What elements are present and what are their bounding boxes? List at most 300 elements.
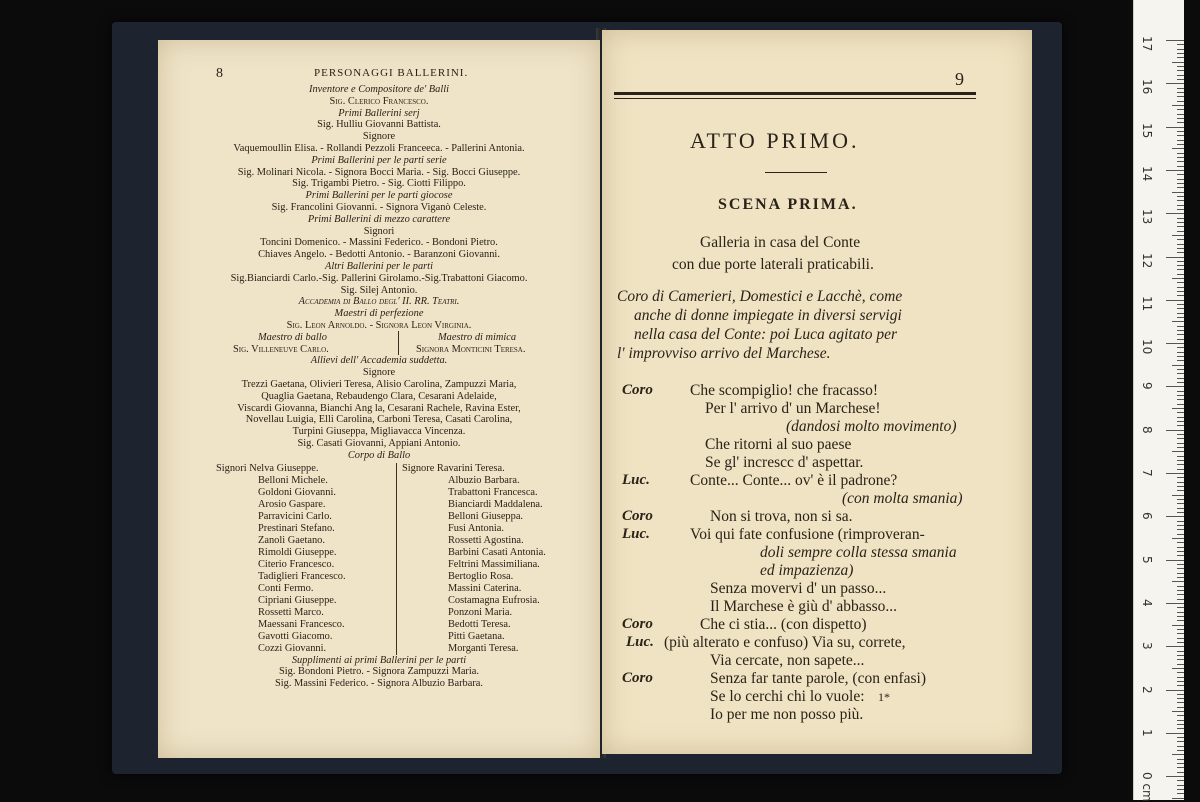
ruler-tick: [1166, 603, 1184, 604]
stage-direction: l' improvviso arrivo del Marchese.: [617, 345, 831, 362]
ruler-tick: [1177, 789, 1184, 790]
ruler-label: 0 cm: [1140, 772, 1154, 802]
ruler-label: 15: [1140, 122, 1154, 138]
ruler-tick: [1177, 421, 1184, 422]
ruler-tick: [1172, 105, 1184, 106]
cast-line: Fusi Antonia.: [448, 522, 505, 534]
cast-line: Ponzoni Maria.: [448, 606, 513, 618]
ruler-label: 10: [1140, 339, 1154, 355]
ruler-tick: [1177, 131, 1184, 132]
ruler-tick: [1177, 317, 1184, 318]
cast-line: Sig. Villeneuve Carlo.: [233, 343, 329, 355]
ruler-tick: [1177, 269, 1184, 270]
cast-line: Belloni Michele.: [258, 474, 328, 486]
ruler-tick: [1172, 581, 1184, 582]
dialogue-line: Per l' arrivo d' un Marchese!: [705, 400, 881, 417]
ruler-label: 3: [1140, 642, 1154, 650]
ruler-tick: [1177, 672, 1184, 673]
ruler-tick: [1172, 711, 1184, 712]
dialogue-line: (con molta smania): [842, 490, 963, 507]
ruler-label: 8: [1140, 425, 1154, 434]
cast-line: Feltrini Massimiliana.: [448, 558, 540, 570]
cast-line: Signori: [363, 225, 395, 237]
ruler-tick: [1177, 404, 1184, 405]
ruler-tick: [1177, 326, 1184, 327]
dialogue-line: (più alterato e confuso) Via su, correte,: [664, 634, 906, 651]
ruler-tick: [1177, 486, 1184, 487]
ruler-tick: [1177, 70, 1184, 71]
ruler-tick: [1177, 265, 1184, 266]
cast-line: Arosio Gaspare.: [258, 498, 326, 510]
ruler-tick: [1166, 646, 1184, 647]
cast-line: Maestri di perfezione: [334, 308, 424, 320]
dialogue-line: ed impazienza): [760, 562, 854, 579]
ruler-tick: [1177, 360, 1184, 361]
cast-line: Toncini Domenico. - Massini Federico. - Bondoni Pietro.: [260, 237, 498, 249]
ruler-tick: [1177, 92, 1184, 93]
cast-line: Accademia di Ballo degl' II. RR. Teatri.: [298, 296, 460, 308]
ruler-tick: [1177, 780, 1184, 781]
stage-direction: Coro di Camerieri, Domestici e Lacchè, come: [617, 288, 903, 305]
ruler-tick: [1177, 187, 1184, 188]
cast-line: Bedotti Teresa.: [448, 618, 511, 630]
cast-line: Primi Ballerini per le parti serie: [311, 154, 447, 166]
ruler-tick: [1177, 205, 1184, 206]
ruler-tick: [1177, 101, 1184, 102]
ruler-tick: [1177, 356, 1184, 357]
ruler-tick: [1177, 793, 1184, 794]
act-title: ATTO PRIMO.: [690, 128, 860, 153]
ruler-tick: [1177, 629, 1184, 630]
cast-line: Sig. Leon Arnoldo. - Signora Leon Virginia.: [286, 320, 472, 331]
cast-line: Trabattoni Francesca.: [448, 486, 538, 498]
column-divider: [398, 331, 399, 355]
ruler-tick: [1177, 759, 1184, 760]
ruler-tick: [1177, 231, 1184, 232]
ruler-tick: [1177, 244, 1184, 245]
ruler-tick: [1177, 153, 1184, 154]
ruler-tick: [1177, 547, 1184, 548]
cast-line: Signora Monticini Teresa.: [416, 343, 526, 355]
ruler-tick: [1177, 75, 1184, 76]
cast-line: Massini Caterina.: [448, 582, 522, 594]
ruler-tick: [1166, 690, 1184, 691]
ruler-tick: [1177, 166, 1184, 167]
ruler-tick: [1166, 83, 1184, 84]
ruler-tick: [1177, 373, 1184, 374]
cast-line: Conti Fermo.: [258, 582, 314, 594]
cast-line: Pitti Gaetana.: [448, 630, 505, 642]
ruler-tick: [1177, 659, 1184, 660]
ruler-tick: [1177, 555, 1184, 556]
cast-line: Signori Nelva Giuseppe.: [216, 462, 319, 474]
dialogue-line: (dandosi molto movimento): [786, 418, 957, 435]
ruler-tick: [1177, 183, 1184, 184]
cast-line: Citerio Francesco.: [258, 558, 335, 570]
speaker-label: Luc.: [622, 472, 650, 488]
ruler-tick: [1177, 490, 1184, 491]
ruler-tick: [1172, 451, 1184, 452]
ruler-tick: [1172, 625, 1184, 626]
ruler-tick: [1177, 313, 1184, 314]
dialogue-line: doli sempre colla stessa smania: [760, 544, 957, 561]
ruler-tick: [1177, 612, 1184, 613]
ruler-label: 11: [1140, 295, 1154, 312]
ruler-tick: [1166, 213, 1184, 214]
speaker-label: Coro: [622, 616, 653, 632]
ruler-tick: [1177, 499, 1184, 500]
cast-line: Sig. Trigambi Pietro. - Sig. Ciotti Filippo.: [292, 178, 466, 190]
ruler-tick: [1177, 651, 1184, 652]
ruler-tick: [1177, 508, 1184, 509]
dialogue-line: Se gl' increscc d' aspettar.: [705, 454, 864, 471]
ruler-tick: [1177, 209, 1184, 210]
ruler-tick: [1177, 200, 1184, 201]
ruler-tick: [1177, 252, 1184, 253]
ruler-tick: [1172, 148, 1184, 149]
ruler-tick: [1177, 551, 1184, 552]
dialogue-line: Che ci stia... (con dispetto): [700, 616, 867, 633]
cast-line: Primi Ballerini per le parti giocose: [305, 190, 453, 202]
ruler-tick: [1177, 529, 1184, 530]
ruler-tick: [1177, 698, 1184, 699]
cast-line: Corpo di Ballo: [347, 449, 411, 461]
dialogue-line: Non si trova, non si sa.: [710, 508, 853, 525]
ruler-label: 16: [1140, 79, 1154, 95]
ruler-tick: [1177, 274, 1184, 275]
ruler-tick: [1177, 425, 1184, 426]
ruler-tick: [1177, 720, 1184, 721]
dialogue-line: Conte... Conte... ov' è il padrone?: [690, 472, 898, 489]
title-rule: [765, 172, 827, 173]
ruler-tick: [1172, 754, 1184, 755]
cast-line: Sig. Bondoni Pietro. - Signora Zampuzzi Maria.: [279, 666, 479, 678]
dialogue-line: Via cercate, non sapete...: [710, 652, 865, 669]
ruler-tick: [1166, 40, 1184, 41]
ruler-tick: [1177, 767, 1184, 768]
ruler-tick: [1177, 114, 1184, 115]
cast-line: Bertoglio Rosa.: [448, 570, 514, 582]
ruler-tick: [1172, 235, 1184, 236]
cast-line: Sig. Hulliu Giovanni Battista.: [317, 119, 441, 131]
cast-line: Quaglia Gaetana, Rebaudengo Clara, Cesarani Adelaide,: [261, 390, 497, 402]
right-page: [602, 30, 1032, 754]
ruler-tick: [1177, 620, 1184, 621]
ruler-tick: [1177, 534, 1184, 535]
cast-line: Allievi dell' Accademia suddetta.: [310, 355, 448, 367]
ruler-label: 6: [1140, 512, 1154, 520]
ruler-tick: [1177, 469, 1184, 470]
cast-line: Maestro di ballo: [258, 331, 327, 343]
ruler-tick: [1177, 122, 1184, 123]
scene-title: SCENA PRIMA.: [718, 196, 858, 213]
ruler-tick: [1177, 295, 1184, 296]
ruler-tick: [1177, 599, 1184, 600]
ruler-label: 13: [1140, 209, 1154, 225]
cast-line: Albuzio Barbara.: [448, 474, 520, 486]
ruler-tick: [1172, 408, 1184, 409]
ruler-tick: [1177, 746, 1184, 747]
setting-line: con due porte laterali praticabili.: [672, 256, 874, 273]
ruler-tick: [1177, 573, 1184, 574]
cast-line: Rimoldi Giuseppe.: [258, 546, 337, 558]
ruler-tick: [1177, 728, 1184, 729]
ruler-tick: [1177, 282, 1184, 283]
cast-line: Belloni Giuseppa.: [448, 510, 524, 522]
speaker-label: Coro: [622, 508, 653, 524]
ruler-tick: [1177, 44, 1184, 45]
ruler-tick: [1177, 109, 1184, 110]
cast-line: Morganti Teresa.: [448, 642, 519, 654]
dialogue-line: Che scompiglio! che fracasso!: [690, 382, 879, 399]
ruler-label: 4: [1140, 598, 1154, 607]
ruler-tick: [1177, 308, 1184, 309]
ruler-tick: [1177, 248, 1184, 249]
cast-line: Cipriani Giuseppe.: [258, 594, 337, 606]
ruler-label: 7: [1140, 469, 1154, 477]
ruler-tick: [1172, 668, 1184, 669]
ruler-tick: [1177, 66, 1184, 67]
cast-line: Vaquemoullin Elisa. - Rollandi Pezzoli Franceeca. - Pallerini Antonia.: [233, 143, 525, 154]
signature-mark: 1*: [878, 690, 890, 704]
cast-line: Rossetti Agostina.: [448, 534, 524, 546]
ruler-tick: [1177, 443, 1184, 444]
ruler-tick: [1177, 347, 1184, 348]
ruler-tick: [1166, 473, 1184, 474]
cast-line: Bianciardi Maddalena.: [448, 498, 543, 510]
ruler-tick: [1166, 300, 1184, 301]
speaker-label: Luc.: [622, 526, 650, 542]
ruler-tick: [1177, 179, 1184, 180]
ruler-tick: [1177, 512, 1184, 513]
stage-direction: nella casa del Conte: poi Luca agitato per: [634, 326, 898, 343]
ruler-tick: [1177, 503, 1184, 504]
ruler-tick: [1172, 321, 1184, 322]
ruler-tick: [1177, 447, 1184, 448]
cast-line: Sig. Silej Antonio.: [340, 284, 418, 296]
ruler-tick: [1172, 365, 1184, 366]
cast-line: Gavotti Giacomo.: [258, 630, 333, 642]
dialogue-line: Il Marchese è giù d' abbasso...: [710, 598, 898, 615]
ruler-tick: [1166, 386, 1184, 387]
ruler-tick: [1166, 560, 1184, 561]
ruler-tick: [1172, 62, 1184, 63]
ruler-tick: [1166, 343, 1184, 344]
cast-line: Sig. Clerico Francesco.: [329, 95, 429, 107]
cast-line: Parravicini Carlo.: [258, 510, 332, 522]
ruler-tick: [1177, 291, 1184, 292]
ruler-tick: [1177, 638, 1184, 639]
ruler-tick: [1172, 495, 1184, 496]
ruler-tick: [1177, 477, 1184, 478]
ruler-tick: [1177, 226, 1184, 227]
ruler-tick: [1166, 516, 1184, 517]
cast-line: Novellau Luigia, Elli Carolina, Carboni Teresa, Casati Carolina,: [245, 414, 513, 426]
ruler-label: 17: [1140, 36, 1154, 52]
dialogue-line: Se lo cerchi chi lo vuole:: [710, 688, 865, 705]
ruler-label: 12: [1140, 252, 1154, 268]
ruler-tick: [1177, 304, 1184, 305]
ruler-tick: [1177, 707, 1184, 708]
ruler-tick: [1177, 88, 1184, 89]
ruler-tick: [1177, 616, 1184, 617]
ruler-tick: [1166, 170, 1184, 171]
ruler-tick: [1166, 733, 1184, 734]
cast-line: Inventore e Compositore de' Balli: [309, 84, 449, 95]
ruler-tick: [1177, 568, 1184, 569]
ruler-label: 1: [1140, 728, 1154, 737]
ruler-tick: [1177, 174, 1184, 175]
cast-line: Supplimenti ai primi Ballerini per le parti: [291, 654, 467, 666]
cast-line: Sig. Francolini Giovanni. - Signora Viganò Celeste.: [271, 202, 487, 213]
cast-line: Rossetti Marco.: [258, 606, 324, 618]
ruler-tick: [1177, 222, 1184, 223]
speaker-label: Coro: [622, 670, 653, 686]
ruler-tick: [1177, 369, 1184, 370]
ruler-tick: [1166, 257, 1184, 258]
ruler-tick: [1177, 118, 1184, 119]
dialogue-line: Senza movervi d' un passo...: [710, 580, 887, 597]
ruler-tick: [1177, 633, 1184, 634]
ruler-label: 2: [1140, 685, 1154, 694]
cast-line: Viscardi Giovanna, Bianchi Ang la, Cesarani Rachele, Ravina Ester,: [237, 402, 521, 414]
cast-line: Sig. Casati Giovanni, Appiani Antonio.: [297, 438, 461, 449]
cast-line: Tadiglieri Francesco.: [258, 570, 346, 582]
cast-line: Signore Ravarini Teresa.: [402, 462, 505, 474]
ruler-tick: [1177, 685, 1184, 686]
ruler-tick: [1177, 57, 1184, 58]
stage-direction: anche di donne impiegate in diversi servigi: [634, 307, 902, 324]
ruler-tick: [1177, 586, 1184, 587]
ruler-tick: [1177, 464, 1184, 465]
ruler-tick: [1177, 161, 1184, 162]
cast-line: Chiaves Angelo. - Bedotti Antonio. - Baranzoni Giovanni.: [258, 249, 500, 261]
ruler-tick: [1177, 339, 1184, 340]
ruler-tick: [1177, 434, 1184, 435]
cast-line: Sig.Bianciardi Carlo.-Sig. Pallerini Girolamo.-Sig.Trabattoni Giacomo.: [230, 272, 528, 284]
ruler-tick: [1177, 239, 1184, 240]
ruler-tick: [1177, 702, 1184, 703]
cast-line: Prestinari Stefano.: [258, 522, 335, 534]
ruler-tick: [1177, 135, 1184, 136]
cast-line: Trezzi Gaetana, Olivieri Teresa, Alisio Carolina, Zampuzzi Maria,: [241, 379, 517, 390]
measurement-ruler: [1133, 0, 1184, 800]
page-number-right: 9: [955, 69, 964, 89]
ruler-tick: [1177, 564, 1184, 565]
ruler-tick: [1172, 798, 1184, 799]
cast-line: Altri Ballerini per le parti: [325, 261, 433, 272]
ruler-label: 9: [1140, 382, 1154, 391]
dialogue-line: Che ritorni al suo paese: [705, 436, 852, 453]
dialogue-line: Senza far tante parole, (con enfasi): [710, 670, 927, 687]
ruler-tick: [1177, 750, 1184, 751]
ruler-tick: [1177, 378, 1184, 379]
dialogue-line: Voi qui fate confusione (rimproveran-: [690, 526, 925, 543]
header-rule: [614, 92, 976, 99]
ruler-tick: [1177, 460, 1184, 461]
ruler-tick: [1177, 724, 1184, 725]
cast-line: Maessani Francesco.: [258, 618, 345, 630]
cast-line: Primi Ballerini di mezzo carattere: [307, 213, 451, 225]
ruler-tick: [1177, 144, 1184, 145]
cast-line: Sig. Molinari Nicola. - Signora Bocci Maria. - Sig. Bocci Giuseppe.: [237, 166, 521, 178]
cast-line: Barbini Casati Antonia.: [448, 546, 546, 558]
ruler-label: 14: [1140, 165, 1154, 182]
ruler-tick: [1177, 664, 1184, 665]
cast-line: Cozzi Giovanni.: [258, 642, 327, 654]
ruler-tick: [1177, 287, 1184, 288]
ruler-tick: [1177, 785, 1184, 786]
ruler-tick: [1166, 776, 1184, 777]
ruler-tick: [1177, 79, 1184, 80]
ruler-tick: [1177, 49, 1184, 50]
page-number-left: 8: [216, 66, 223, 81]
ruler-tick: [1172, 278, 1184, 279]
cast-line: Goldoni Giovanni.: [258, 486, 336, 498]
ruler-tick: [1177, 590, 1184, 591]
ruler-tick: [1177, 196, 1184, 197]
ruler-tick: [1177, 642, 1184, 643]
ruler-tick: [1177, 482, 1184, 483]
cast-line: Sig. Massini Federico. - Signora Albuzio Barbara.: [274, 678, 484, 690]
ruler-tick: [1177, 655, 1184, 656]
ruler-tick: [1166, 127, 1184, 128]
page-header: PERSONAGGI BALLERINI.: [314, 67, 469, 79]
cast-line: Maestro di mimica: [438, 331, 517, 343]
ruler-tick: [1177, 542, 1184, 543]
ruler-tick: [1166, 430, 1184, 431]
ruler-tick: [1177, 594, 1184, 595]
ruler-tick: [1177, 399, 1184, 400]
cast-line: Signore: [362, 367, 396, 379]
ruler-tick: [1177, 737, 1184, 738]
ruler-tick: [1177, 261, 1184, 262]
ruler-tick: [1177, 395, 1184, 396]
ruler-tick: [1172, 538, 1184, 539]
ruler-tick: [1177, 140, 1184, 141]
ruler-tick: [1177, 417, 1184, 418]
ruler-label: 5: [1140, 555, 1154, 564]
ruler-tick: [1177, 525, 1184, 526]
ruler-tick: [1172, 192, 1184, 193]
ruler-tick: [1177, 456, 1184, 457]
ruler-tick: [1177, 334, 1184, 335]
ruler-tick: [1177, 763, 1184, 764]
setting-line: Galleria in casa del Conte: [700, 234, 861, 251]
ruler-tick: [1177, 438, 1184, 439]
ruler-tick: [1177, 391, 1184, 392]
ruler-tick: [1177, 772, 1184, 773]
ruler-tick: [1177, 741, 1184, 742]
cast-line: Costamagna Eufrosia.: [448, 594, 540, 606]
ruler-tick: [1177, 577, 1184, 578]
left-page: [158, 40, 600, 758]
ruler-tick: [1177, 218, 1184, 219]
cast-line: Turpini Giuseppa, Migliavacca Vincenza.: [292, 426, 466, 438]
ruler-tick: [1177, 53, 1184, 54]
column-divider: [396, 463, 397, 655]
ruler-tick: [1177, 382, 1184, 383]
ruler-tick: [1177, 96, 1184, 97]
ruler-tick: [1177, 330, 1184, 331]
ruler-tick: [1177, 352, 1184, 353]
dialogue-line: Io per me non posso più.: [710, 706, 864, 723]
ruler-tick: [1177, 715, 1184, 716]
ruler-tick: [1177, 412, 1184, 413]
ruler-tick: [1177, 607, 1184, 608]
cast-line: Signore: [362, 131, 396, 143]
cast-line: Zanoli Gaetano.: [258, 534, 325, 546]
